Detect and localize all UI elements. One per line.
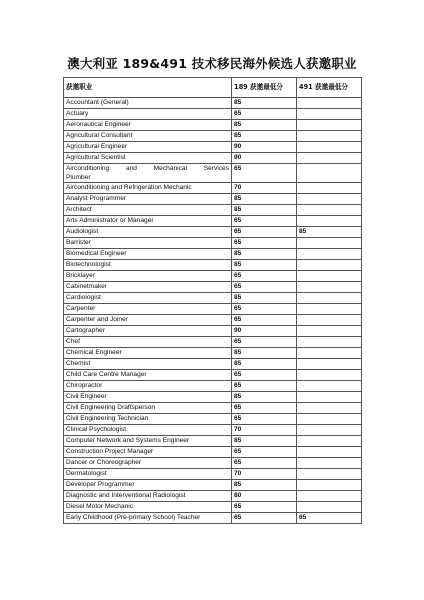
score-189-cell: 65	[232, 513, 297, 524]
score-491-cell: 85	[297, 227, 362, 238]
table-row	[64, 359, 362, 370]
column-header-491-min-score: 491 获邀最低分	[297, 78, 362, 98]
score-189-cell: 80	[232, 491, 297, 502]
table-row	[64, 205, 362, 216]
table-row	[64, 216, 362, 227]
score-189-cell: 85	[232, 293, 297, 304]
score-491-cell	[297, 326, 362, 337]
score-491-cell	[297, 436, 362, 447]
score-189-cell: 85	[232, 249, 297, 260]
score-189-cell: 70	[232, 469, 297, 480]
score-491-cell	[297, 120, 362, 131]
occupation-cell: Computer Network and Systems Engineer	[64, 436, 232, 447]
occupation-cell: Diesel Motor Mechanic	[64, 502, 232, 513]
table-row	[64, 480, 362, 491]
table-row	[64, 491, 362, 502]
table-row	[64, 315, 362, 326]
occupation-cell: Child Care Centre Manager	[64, 370, 232, 381]
table-row	[64, 425, 362, 436]
score-491-cell	[297, 315, 362, 326]
occupation-cell: Barrister	[64, 238, 232, 249]
occupation-cell: Clinical Psychologist	[64, 425, 232, 436]
occupation-cell: Actuary	[64, 109, 232, 120]
score-189-cell: 65	[232, 381, 297, 392]
occupation-cell: Dancer or Choreographer	[64, 458, 232, 469]
table-row	[64, 392, 362, 403]
occupation-cell: Carpenter and Joiner	[64, 315, 232, 326]
table-row	[64, 447, 362, 458]
occupation-cell: Dermatologist	[64, 469, 232, 480]
table-row	[64, 326, 362, 337]
score-189-cell: 65	[232, 370, 297, 381]
score-189-cell: 65	[232, 414, 297, 425]
occupation-cell: Cartographer	[64, 326, 232, 337]
score-491-cell	[297, 304, 362, 315]
score-189-cell: 65	[232, 403, 297, 414]
score-189-cell: 70	[232, 425, 297, 436]
score-491-cell	[297, 282, 362, 293]
occupation-cell: Cabinetmaker	[64, 282, 232, 293]
table-row	[64, 337, 362, 348]
score-491-cell	[297, 359, 362, 370]
score-189-cell: 65	[232, 227, 297, 238]
table-row	[64, 120, 362, 131]
occupation-cell: Architect	[64, 205, 232, 216]
score-491-cell	[297, 447, 362, 458]
table-body	[64, 98, 362, 524]
score-189-cell: 85	[232, 120, 297, 131]
score-491-cell	[297, 414, 362, 425]
score-189-cell: 65	[232, 109, 297, 120]
score-189-cell: 85	[232, 205, 297, 216]
score-491-cell	[297, 260, 362, 271]
occupation-cell: Civil Engineering Technician	[64, 414, 232, 425]
score-491-cell	[297, 491, 362, 502]
score-491-cell	[297, 98, 362, 109]
occupation-cell: Chef	[64, 337, 232, 348]
score-189-cell: 65	[232, 337, 297, 348]
occupation-cell: Airconditioning and Refrigeration Mechanic	[64, 183, 232, 194]
score-189-cell: 65	[232, 216, 297, 227]
occupation-cell: Biotechnologist	[64, 260, 232, 271]
table-row	[64, 227, 362, 238]
score-189-cell: 65	[232, 447, 297, 458]
occupation-cell: Arts Administrator or Manager	[64, 216, 232, 227]
score-491-cell	[297, 381, 362, 392]
page-title: 澳大利亚 189&491 技术移民海外候选人获邀职业	[67, 56, 357, 71]
table-row	[64, 183, 362, 194]
table-row	[64, 414, 362, 425]
score-189-cell: 90	[232, 153, 297, 164]
table-row	[64, 513, 362, 524]
table-row	[64, 282, 362, 293]
occupation-cell: Construction Project Manager	[64, 447, 232, 458]
score-491-cell	[297, 480, 362, 491]
column-header-occupation: 获邀职业	[64, 78, 232, 98]
occupation-cell: Aeronautical Engineer	[64, 120, 232, 131]
score-491-cell	[297, 348, 362, 359]
score-491-cell	[297, 392, 362, 403]
score-189-cell: 65	[232, 304, 297, 315]
occupation-name-line1: Airconditioning and Mechanical Services	[66, 165, 229, 172]
score-189-cell: 85	[232, 436, 297, 447]
occupation-cell: Civil Engineer	[64, 392, 232, 403]
score-491-cell	[297, 403, 362, 414]
table-row	[64, 502, 362, 513]
table-row	[64, 403, 362, 414]
score-189-cell: 85	[232, 348, 297, 359]
occupation-cell: Audiologist	[64, 227, 232, 238]
score-189-cell: 90	[232, 142, 297, 153]
occupation-cell: Civil Engineering Draftsperson	[64, 403, 232, 414]
occupation-cell: Cardiologist	[64, 293, 232, 304]
table-row	[64, 153, 362, 164]
table-row	[64, 271, 362, 282]
score-189-cell: 65	[232, 502, 297, 513]
score-491-cell	[297, 109, 362, 120]
score-491-cell: 65	[297, 513, 362, 524]
score-189-cell: 85	[232, 260, 297, 271]
score-189-cell: 65	[232, 458, 297, 469]
score-189-cell: 85	[232, 359, 297, 370]
score-491-cell	[297, 164, 362, 183]
score-491-cell	[297, 153, 362, 164]
table-row	[64, 370, 362, 381]
score-189-cell: 65	[232, 164, 297, 183]
table-row	[64, 194, 362, 205]
score-491-cell	[297, 249, 362, 260]
occupation-cell: Accountant (General)	[64, 98, 232, 109]
occupation-cell: Developer Programmer	[64, 480, 232, 491]
occupation-cell: Agricultural Engineer	[64, 142, 232, 153]
score-189-cell: 65	[232, 282, 297, 293]
table-row	[64, 436, 362, 447]
score-189-cell: 85	[232, 392, 297, 403]
score-491-cell	[297, 131, 362, 142]
score-491-cell	[297, 271, 362, 282]
occupation-cell: Early Childhood (Pre-primary School) Teacher	[64, 513, 232, 524]
score-491-cell	[297, 337, 362, 348]
table-row	[64, 469, 362, 480]
table-row	[64, 164, 362, 183]
score-189-cell: 85	[232, 194, 297, 205]
table-row	[64, 249, 362, 260]
table-row	[64, 142, 362, 153]
table-row	[64, 260, 362, 271]
score-491-cell	[297, 183, 362, 194]
occupation-cell: Agricultural Consultant	[64, 131, 232, 142]
column-header-189-min-score: 189 获邀最低分	[232, 78, 297, 98]
score-491-cell	[297, 469, 362, 480]
occupation-table	[63, 77, 362, 524]
score-491-cell	[297, 425, 362, 436]
occupation-cell: Agricultural Scientist	[64, 153, 232, 164]
score-491-cell	[297, 194, 362, 205]
table-row	[64, 238, 362, 249]
occupation-cell: Biomedical Engineer	[64, 249, 232, 260]
occupation-cell: Carpenter	[64, 304, 232, 315]
occupation-name-line2: Plumber	[66, 174, 91, 181]
score-189-cell: 65	[232, 238, 297, 249]
score-491-cell	[297, 142, 362, 153]
score-491-cell	[297, 216, 362, 227]
occupation-cell: Diagnostic and Interventional Radiologist	[64, 491, 232, 502]
table-row	[64, 98, 362, 109]
occupation-cell	[64, 164, 232, 183]
score-189-cell: 65	[232, 315, 297, 326]
occupation-cell: Chemist	[64, 359, 232, 370]
table-row	[64, 348, 362, 359]
occupation-cell: Bricklayer	[64, 271, 232, 282]
score-189-cell: 85	[232, 131, 297, 142]
occupation-cell: Analyst Programmer	[64, 194, 232, 205]
score-189-cell: 65	[232, 271, 297, 282]
score-491-cell	[297, 293, 362, 304]
score-491-cell	[297, 205, 362, 216]
table-row	[64, 458, 362, 469]
score-189-cell: 70	[232, 183, 297, 194]
table-row	[64, 131, 362, 142]
score-491-cell	[297, 370, 362, 381]
score-491-cell	[297, 238, 362, 249]
score-491-cell	[297, 502, 362, 513]
table-row	[64, 304, 362, 315]
table-header-row	[64, 78, 362, 98]
occupation-cell: Chemical Engineer	[64, 348, 232, 359]
occupation-cell: Chiropractor	[64, 381, 232, 392]
score-189-cell: 85	[232, 98, 297, 109]
table-row	[64, 293, 362, 304]
score-189-cell: 85	[232, 480, 297, 491]
table-row	[64, 381, 362, 392]
table-row	[64, 109, 362, 120]
score-491-cell	[297, 458, 362, 469]
score-189-cell: 90	[232, 326, 297, 337]
